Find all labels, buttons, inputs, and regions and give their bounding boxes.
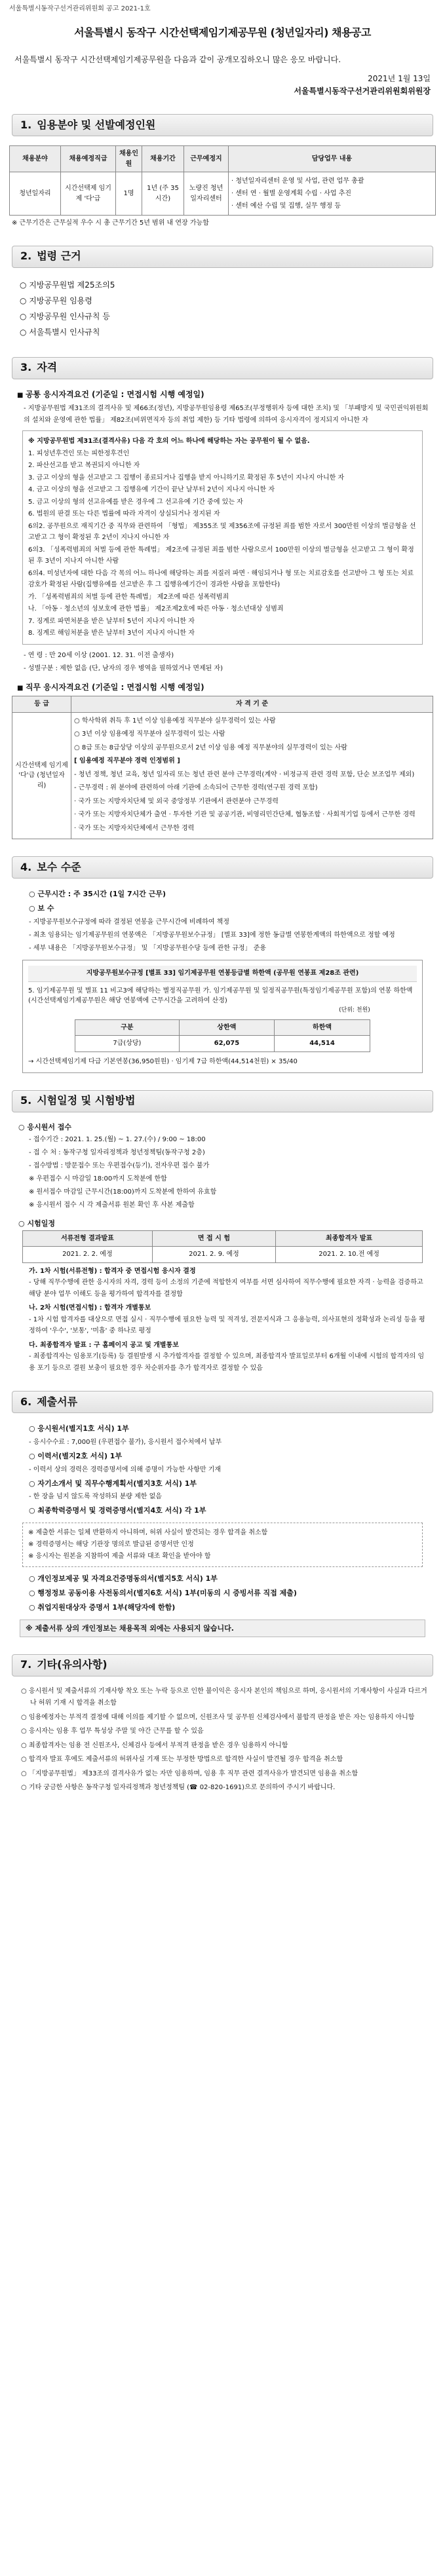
warning-line: ※ 응시자는 원본을 지참하여 제출 서류와 대조 확인을 받아야 함 bbox=[28, 1553, 211, 1561]
section-heading-notes bbox=[12, 1654, 433, 1676]
cell: 2021. 2. 10.전 예정 bbox=[276, 1247, 423, 1263]
notes-list bbox=[9, 1686, 436, 1794]
cell: 44,514 bbox=[275, 1036, 370, 1052]
disqualification-title: ※ 지방공무원법 제31조(결격사유) 다음 각 호의 어느 하나에 해당하는 자는 공무원이 될 수 없음. bbox=[28, 438, 310, 445]
list-item: · 국가 또는 지방자치단체 및 외국 중앙정부 기관에서 관련분야 근무경력 bbox=[74, 797, 279, 805]
salary-table bbox=[75, 1019, 370, 1052]
pay-note: → 시간선택제임기제 다급 기본연봉(36,950원원) · 임기제 7급 하한액(44,514천원) × 35/40 bbox=[28, 1057, 298, 1065]
warning-line: ※ 경력증명서는 해당 기관장 명의로 발급된 증명서만 인정 bbox=[28, 1541, 194, 1549]
paragraph: - 접 수 처 : 동작구청 일자리정책과 청년정책팀(동작구청 2층) bbox=[29, 1148, 205, 1156]
application-title: ○ 응시원서 접수 bbox=[18, 1122, 436, 1133]
paragraph: - 최초 임용되는 임기제공무원의 연봉액은 「지방공무원보수규정」 [별표 33]에 정한 동급별 연봉한계액의 하한액으로 정할 예정 bbox=[29, 932, 395, 939]
paragraph: - 세부 내용은 「지방공무원보수규정」 및 「지방공무원수당 등에 관한 규정」 준용 bbox=[29, 945, 267, 953]
col-header: 서류전형 결과발표 bbox=[23, 1230, 153, 1247]
table-row bbox=[10, 172, 436, 216]
list-item: 6의2. 공무원으로 재직기간 중 직무와 관련하여 「형법」 제355조 및 제356조에 규정된 죄를 범한 자로서 300만원 이상의 벌금형을 선고받고 그 형이 확정된 후 2년이 지나지 아니한 자 bbox=[28, 522, 416, 542]
issuer-name: 서울특별시동작구선거관리위원회위원장 bbox=[294, 86, 431, 96]
cell-period: 1년 (주 35시간) bbox=[142, 172, 184, 216]
list-item: ○ 8급 또는 8급상당 이상의 공무원으로서 2년 이상 임용 예정 직무분야의 실무경력이 있는 사람 bbox=[74, 744, 347, 751]
section-number: 2. bbox=[20, 250, 32, 263]
list-item: - 청년 정책, 청년 교육, 청년 일자리 또는 청년 관련 분야 근무경력(계약 · 비정규직 관련 경력 포함, 단순 보조업무 제외) bbox=[74, 770, 415, 778]
col-header: 근무예정지 bbox=[184, 146, 229, 172]
announcement-date: 2021년 1월 13일 bbox=[368, 74, 431, 84]
pay-table-box bbox=[22, 960, 423, 1072]
list-item: · 국가 또는 지방자치단체에서 근무한 경력 bbox=[74, 824, 195, 832]
document-lines bbox=[9, 1422, 436, 1517]
intro-text: 서울특별시 동작구 시간선택제임기제공무원을 다음과 같이 공개모집하오니 많은 응모 바랍니다. bbox=[14, 55, 341, 65]
stage-text: - 최종합격자는 임용포기(등록) 등 결원발생 시 추가합격자를 결정할 수 있으며, 최종합격자 발표일로부터 6개월 이내에 시험의 합격자의 임용 포기 등으로 결원 보충이 필요한 경우 차순위자를 추가 합격자로 결정할 수 있음 bbox=[29, 1353, 425, 1372]
paragraph: ○ 취업지원대상자 증명서 1부(해당자에 한함) bbox=[29, 1602, 176, 1612]
cell-grade: 시간선택제 임기제 '다'급 bbox=[61, 172, 116, 216]
list-item: ○ 학사학위 취득 후 1년 이상 임용예정 직무분야 실무경력이 있는 사람 bbox=[74, 717, 276, 725]
col-header: 최종합격자 발표 bbox=[276, 1230, 423, 1247]
section-title: 보수 수준 bbox=[37, 861, 81, 874]
section-number: 4. bbox=[20, 861, 32, 874]
common-qualification-text bbox=[9, 403, 436, 426]
list-item: - 근무경력 : 위 분야에 관련하여 아래 기관에 소속되어 근무한 경력(연구원 경력 포함) bbox=[74, 784, 318, 792]
table-row bbox=[75, 1036, 370, 1052]
col-header: 상한액 bbox=[179, 1019, 275, 1036]
specific-qualification-title: ■ 직무 응시자격요건 (기준일 : 면접시험 시행 예정일) bbox=[17, 681, 436, 694]
col-header: 채용예정직급 bbox=[61, 146, 116, 172]
stage-title: 다. 최종합격자 발표 : 구 홈페이지 공고 및 개별통보 bbox=[29, 1341, 179, 1349]
unit-label: (단위: 천원) bbox=[339, 1006, 370, 1013]
cell-field: 청년일자리 bbox=[10, 172, 61, 216]
paragraph: - 응시수수료 : 7,000원 (우편접수 불가), 응시원서 접수처에서 납부 bbox=[29, 1438, 222, 1446]
exam-stage bbox=[9, 1266, 436, 1300]
paragraph: ○ 개인정보제공 및 자격요건증명동의서(별지5호 서식) 1부 bbox=[29, 1574, 218, 1583]
section-heading-documents bbox=[12, 1391, 433, 1413]
col-header: 채용분야 bbox=[10, 146, 61, 172]
list-item: 나. 「아동 · 청소년의 성보호에 관한 법률」 제2조제2호에 따른 아동 · 청소년대상 성범죄 bbox=[28, 605, 284, 613]
cell: 62,075 bbox=[179, 1036, 275, 1052]
list-item: 8. 징계로 해임처분을 받은 날부터 3년이 지나지 아니한 자 bbox=[28, 630, 195, 637]
stage-text: - 당해 직무수행에 관한 응시자의 자격, 경력 등이 소정의 기준에 적합한지 여부를 서면 심사하여 직무수행에 필요한 자격 · 능력을 검증하고 해당 분야 업무 이해도 등을 평가하여 합격자를 결정함 bbox=[29, 1279, 423, 1298]
stage-text: - 1차 시험 합격자를 대상으로 면접 실시 · 직무수행에 필요한 능력 및 적격성, 전문지식과 그 응용능력, 의사표현의 정확성과 논리성 등을 평정하여 '우수', '보통', '미흡' 중 하나로 평정 bbox=[29, 1316, 425, 1335]
duty-line: · 센터 연 · 월별 운영계획 수립 · 사업 추진 bbox=[231, 190, 352, 198]
paragraph: ○ 행정정보 공동이용 사전동의서(별지6호 서식) 1부(미동의 시 증빙서류 직접 제출) bbox=[29, 1589, 297, 1598]
col-header: 하한액 bbox=[275, 1019, 370, 1036]
table-row bbox=[23, 1247, 423, 1263]
schedule-table bbox=[22, 1230, 423, 1263]
list-item: ○ 합격자 발표 후에도 제출서류의 허위사실 기재 또는 부정한 방법으로 합격한 사실이 발견될 경우 합격을 취소함 bbox=[21, 1756, 343, 1764]
list-item: ○ 기타 궁금한 사항은 동작구청 일자리정책과 청년정책팀 (☎ 02-820-1691)으로 문의하여 주시기 바랍니다. bbox=[21, 1784, 336, 1792]
exam-stage bbox=[9, 1302, 436, 1337]
section-title: 임용분야 및 선발예정인원 bbox=[37, 118, 156, 131]
list-item: 4. 금고 이상의 형을 선고받고 그 집행유예 기간이 끝난 날부터 2년이 지나지 아니한 자 bbox=[28, 486, 275, 494]
cell: 2021. 2. 2. 예정 bbox=[23, 1247, 153, 1263]
section-title: 기타(유의사항) bbox=[37, 1658, 107, 1671]
list-item: 7. 징계로 파면처분을 받은 날부터 5년이 지나지 아니한 자 bbox=[28, 617, 195, 625]
pay-box-text: 5. 임기제공무원 및 별표 11 비고3에 해당하는 별정직공무원 가. 임기제공무원 및 일정직공무원(특정임기제공무원 포함)의 연봉 하한액 (시간선택제임기제공무원은 해당 연봉액에 근무시간을 고려하여 산정) bbox=[28, 987, 413, 1005]
list-item: ○ 지방공무원 인사규칙 등 bbox=[20, 309, 436, 324]
paragraph: ○ 자기소개서 및 직무수행계획서(별지3호 서식) 1부 bbox=[29, 1479, 197, 1488]
cell-count: 1명 bbox=[116, 172, 142, 216]
list-item: ○ 응시원서 및 제출서류의 기재사항 착오 또는 누락 등으로 인한 불이익은 응시자 본인의 책임으로 하며, 응시원서의 기재사항이 사실과 다르거나 허위 기재 시 합격을 취소함 bbox=[21, 1687, 427, 1707]
section-number: 7. bbox=[20, 1658, 32, 1671]
law-list bbox=[9, 277, 436, 340]
col-header: 담당업무 내용 bbox=[229, 146, 436, 172]
section-number: 5. bbox=[20, 1094, 32, 1107]
list-item: 5. 금고 이상의 형의 선고유예를 받은 경우에 그 선고유예 기간 중에 있는 자 bbox=[28, 498, 243, 506]
paragraph: - 지방공무원법 제31조의 결격사유 및 제66조(정년), 지방공무원임용령 제65조(부정행위자 등에 대한 조치) 및 「부패방지 및 국민권익위원회의 설치와 운영에 관한 법률」 제82조(비위면직자 등의 취업 제한) 등 기타 법령에 의하여 응시자격이 정지되지 아니한 자 bbox=[24, 405, 429, 425]
col-header: 면 접 시 험 bbox=[152, 1230, 275, 1247]
paragraph: ○ 이력서(별지2호 서식) 1부 bbox=[29, 1451, 123, 1460]
document-title: 서울특별시 동작구 시간선택제임기제공무원 (청년일자리) 채용공고 bbox=[74, 26, 371, 39]
list-item: ○ 지방공무원법 제25조의5 bbox=[20, 277, 436, 293]
cell: 2021. 2. 9. 예정 bbox=[152, 1247, 275, 1263]
document-warning-box bbox=[22, 1523, 423, 1567]
schedule-title: ○ 시험일정 bbox=[18, 1218, 436, 1229]
section-number: 6. bbox=[20, 1395, 32, 1408]
list-item: [ 임용예정 직무분야 경력 인정범위 ] bbox=[74, 757, 180, 765]
paragraph: ○ 최종학력증명서 및 경력증명서(별지4호 서식) 각 1부 bbox=[29, 1506, 206, 1515]
cell-grade-label: 시간선택제 임기제 '다'급 (청년일자리) bbox=[12, 712, 71, 839]
section-title: 법령 근거 bbox=[37, 250, 81, 263]
paragraph: ※ 응시원서 접수 시 각 제출서류 원본 확인 후 사본 제출함 bbox=[29, 1201, 195, 1209]
col-header: 채용인원 bbox=[116, 146, 142, 172]
col-header: 구분 bbox=[75, 1019, 179, 1036]
list-item: ○ 최종합격자는 임용 전 신원조사, 신체검사 등에서 부적격 판정을 받은 경우 임용하지 아니함 bbox=[21, 1741, 288, 1749]
list-item: 1. 피성년후견인 또는 피한정후견인 bbox=[28, 449, 130, 457]
paragraph: ※ 원서접수 마감일 근무시간(18:00)까지 도착분에 한하여 유효함 bbox=[29, 1188, 217, 1196]
table-row bbox=[12, 712, 433, 839]
list-item: ○ 서울특별시 인사규칙 bbox=[20, 324, 436, 340]
section-title: 제출서류 bbox=[37, 1395, 78, 1408]
extra-document-lines bbox=[9, 1572, 436, 1614]
section-number: 1. bbox=[20, 118, 32, 131]
list-item: 6의3. 「성폭력범죄의 처벌 등에 관한 특례법」 제2조에 규정된 죄를 범한 사람으로서 100만원 이상의 벌금형을 선고받고 그 형이 확정된 후 3년이 지나지 아니한 사람 bbox=[28, 546, 414, 565]
list-item: ○ 3년 이상 임용예정 직무분야 실무경력이 있는 사람 bbox=[74, 730, 225, 738]
paragraph: ○ 근무시간 : 주 35시간 (1일 7시간 근무) bbox=[29, 890, 166, 899]
cell-duties bbox=[229, 172, 436, 216]
qualification-table bbox=[12, 696, 433, 839]
col-header: 자 격 기 준 bbox=[71, 696, 433, 713]
stage-title: 나. 2차 시험(면접시험) : 합격자 개별통보 bbox=[29, 1304, 151, 1312]
list-item: 3. 금고 이상의 형을 선고받고 그 집행이 종료되거나 집행을 받지 아니하기로 확정된 후 5년이 지나지 아니한 자 bbox=[28, 474, 345, 482]
paragraph: ※ 우편접수 시 마감일 18:00까지 도착분에 한함 bbox=[29, 1175, 167, 1183]
pay-lines bbox=[9, 888, 436, 955]
col-header: 채용기간 bbox=[142, 146, 184, 172]
cell: 7급(상당) bbox=[75, 1036, 179, 1052]
stage-title: 가. 1차 시험(서류전형) : 합격자 중 면접시험 응시자 결정 bbox=[29, 1267, 196, 1275]
section-heading-pay bbox=[12, 856, 433, 879]
paragraph: - 접수방법 : 방문접수 또는 우편접수(등기), 전자우편 접수 불가 bbox=[29, 1162, 210, 1169]
duty-line: · 센터 예산 수립 및 집행, 실무 행정 등 bbox=[231, 202, 341, 210]
cell-place: 노량진 청년일자리센터 bbox=[184, 172, 229, 216]
common-qualification-title: ■ 공통 응시자격요건 (기준일 : 면접시험 시행 예정일) bbox=[17, 388, 436, 401]
duty-line: · 청년일자리센터 운영 및 사업, 관련 업무 총괄 bbox=[231, 178, 364, 185]
paragraph: - 이력서 상의 경력은 경력증명서에 의해 증명이 가능한 사항만 기재 bbox=[29, 1466, 222, 1473]
exam-stage bbox=[9, 1340, 436, 1374]
list-item: ○ 임용예정자는 부적격 결정에 대해 이의를 제기할 수 없으며, 신원조사 및 공무원 신체검사에서 불합격 판정을 받은 자는 임용하지 아니함 bbox=[21, 1713, 415, 1721]
list-item: ○ 지방공무원 임용령 bbox=[20, 293, 436, 309]
section-number: 3. bbox=[20, 361, 32, 374]
section-title: 자격 bbox=[37, 361, 58, 374]
section-heading-exam bbox=[12, 1090, 433, 1112]
list-item: 6. 법원의 판결 또는 다른 법률에 따라 자격이 상실되거나 정지된 자 bbox=[28, 510, 220, 518]
age-gender-text bbox=[9, 650, 436, 675]
pay-box-title: 지방공무원보수규정 [별표 33] 임기제공무원 연봉등급별 하한액 (공무원 연봉표 제28조 관련) bbox=[28, 966, 417, 982]
list-item: · 국가 또는 지방자치단체가 출연 · 투자한 기관 및 공공기관, 비영리민간단체, 협동조합 · 사회적기업 등에서 근무한 경력 bbox=[74, 811, 416, 819]
cell-qualification-body bbox=[71, 712, 433, 839]
col-header: 등 급 bbox=[12, 696, 71, 713]
list-item: 2. 파산선고를 받고 복권되지 아니한 자 bbox=[28, 462, 140, 470]
paragraph: - 지방공무원보수규정에 따라 결정된 연봉을 근무시간에 비례하여 책정 bbox=[29, 919, 229, 926]
warning-line: ※ 제출한 서류는 일체 반환하지 아니하며, 허위 사실이 발견되는 경우 합격을 취소함 bbox=[28, 1529, 268, 1537]
section-heading-laws bbox=[12, 246, 433, 268]
recruitment-note: ※ 근무기간은 근무실적 우수 시 총 근무기간 5년 범위 내 연장 가능함 bbox=[12, 219, 209, 227]
document-number: 서울특별시동작구선거관리위원회 공고 2021-1호 bbox=[9, 5, 151, 12]
list-item: 6의4. 미성년자에 대한 다음 각 목의 어느 하나에 해당하는 죄를 저질러 파면 · 해임되거나 형 또는 치료감호를 선고받아 그 형 또는 치료감호가 확정된 사람(집행유예를 선고받은 후 그 집행유예기간이 경과한 사람을 포함한다) bbox=[28, 569, 414, 589]
section-heading-recruitment bbox=[12, 114, 433, 136]
list-item: 가. 「성폭력범죄의 처벌 등에 관한 특례법」 제2조에 따른 성폭력범죄 bbox=[28, 593, 229, 601]
application-lines bbox=[9, 1134, 436, 1211]
paragraph: ○ 응시원서(별지1호 서식) 1부 bbox=[29, 1424, 129, 1433]
paragraph: - 연 령 : 만 20세 이상 (2001. 12. 31. 이전 출생자) bbox=[24, 651, 174, 659]
privacy-note-bar: ※ 제출서류 상의 개인정보는 채용목적 외에는 사용되지 않습니다. bbox=[20, 1619, 425, 1637]
paragraph: ○ 보 수 bbox=[29, 904, 54, 913]
paragraph: - 접수기간 : 2021. 1. 25.(월) ~ 1. 27.(수) / 9:00 ~ 18:00 bbox=[29, 1135, 206, 1143]
section-title: 시험일정 및 시험방법 bbox=[37, 1094, 136, 1107]
section-heading-qualification bbox=[12, 357, 433, 379]
paragraph: - 한 장을 넘지 않도록 작성하되 분량 제한 없음 bbox=[29, 1493, 162, 1501]
list-item: ○ 「지방공무원법」 제33조의 결격사유가 없는 자만 임용하며, 임용 후 직무 관련 결격사유가 발견되면 임용을 취소함 bbox=[21, 1770, 358, 1777]
list-item: ○ 응시자는 임용 후 업무 특성상 주말 및 야간 근무를 할 수 있음 bbox=[21, 1728, 204, 1735]
paragraph: - 성별구분 : 제한 없음 (단, 남자의 경우 병역을 필하였거나 면제된 자) bbox=[24, 664, 223, 672]
recruitment-table bbox=[9, 145, 436, 216]
disqualification-box bbox=[22, 430, 423, 645]
